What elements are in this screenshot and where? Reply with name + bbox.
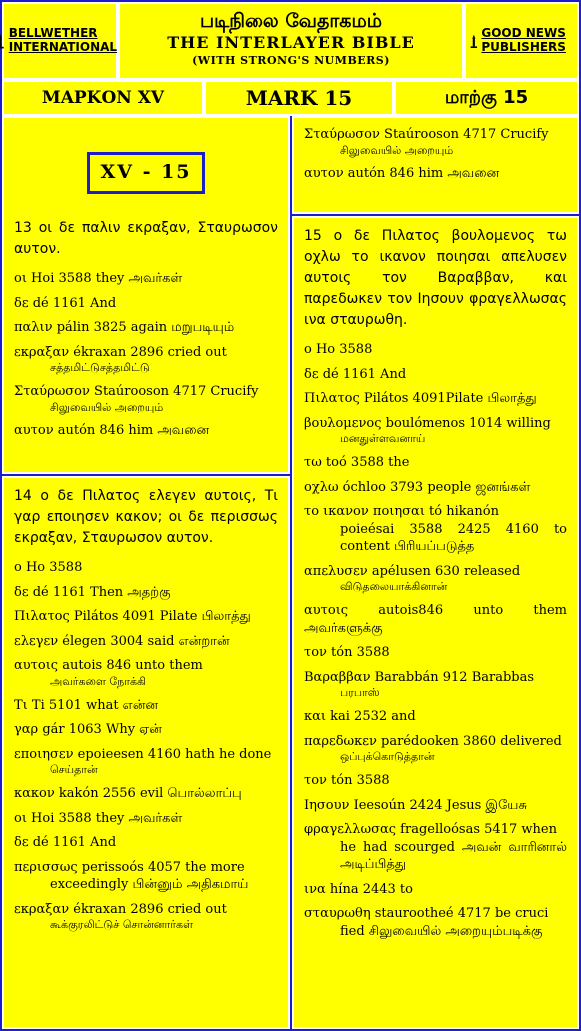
word-entry: αυτον autón 846 him அவனை [14,423,210,439]
title-main: THE INTERLAYER BIBLE [167,32,415,52]
word-entry: Πιλατος Pilátos 4091Pilate பிலாத்து [304,391,537,407]
word-entry: Τι Ti 5101 what என்ன [14,697,159,713]
word-entry: ο Ho 3588 [14,560,83,575]
word-entry: ελεγεν élegen 3004 said என்றான் [14,633,230,649]
word-entry: Σταύρωσον Staúrooson 4717 Crucify சிலுவையில் அறையும் [304,127,549,157]
word-entry: απελυσεν apélusen 630 released விடுதலையாக்கினான் [304,563,521,594]
word-entry: αυτον autón 846 him அவனை [304,166,500,182]
book-english: MARK 15 [204,80,394,116]
word-entry: Ιησουν Ieesoún 2424 Jesus இயேசு [304,797,527,813]
torch-icon [0,27,6,55]
word-entry: δε dé 1161 And [14,835,117,851]
chapter-verse-badge: XV - 15 [87,152,205,194]
word-entry: δε dé 1161 Then அதற்கு [14,584,171,600]
word-entry: Σταύρωσον Staúrooson 4717 Crucify சிலுவையில் அறையும் [14,384,259,414]
word-entry: αυτοις autois 846 unto them அவர்களை நோக்கி [14,658,203,688]
word-entry: τω toó 3588 the [304,455,410,471]
word-entry: γαρ gár 1063 Why ஏன் [14,722,162,738]
word-entry: οι Hoi 3588 they அவர்கள் [14,810,183,826]
word-entry: παρεδωκεν parédooken 3860 delivered ஒப்புக்கொடுத்தான் [304,733,562,764]
title-box [118,2,464,80]
word-entry: Πιλατος Pilátos 4091 Pilate பிலாத்து [14,609,251,625]
right-column-top [292,116,579,214]
logo-left-box [2,2,118,80]
word-entry: και kai 2532 and [304,709,416,725]
word-entry: το ικανον ποιησαι tó hikanón poieésai 3588 2425 4160 to content பிரியப்படுத்த [304,504,567,555]
word-entry: οι Hoi 3588 they அவர்கள் [14,271,183,286]
title-tamil: படிநிலை வேதாகமம் [199,10,383,32]
left-column-top [2,116,290,474]
word-entry: σταυρωθη staurootheé 4717 be cruci fied சிலுவையில் அறையும்படிக்கு [304,906,549,939]
word-entry: κακον kakón 2556 evil பொல்லாப்பு [14,786,242,802]
word-entry: εκραξαν ékraxan 2896 cried out சத்தமிட்டுசத்தமிட்டு [14,344,227,375]
word-entry: δε dé 1161 And [14,295,117,311]
verse-13: 13 οι δε παλιν εκραξαν, Σταυρωσον αυτον. [14,220,278,257]
verse-14: 14 ο δε Πιλατος ελεγεν αυτοις, Τι γαρ εποιησεν κακον; οι δε περισσως εκραξαν, Σταυρωσον αυτον. [14,488,278,546]
title-sub: (WITH STRONG'S NUMBERS) [192,53,390,67]
word-entry: Βαραββαν Barabbán 912 Barabbas பரபாஸ் [304,669,535,700]
verse-15: 15 ο δε Πιλατος βουλομενος τω οχλω το ικανον ποιησαι απελυσεν αυτοις τον Βαραββαν, και παρεδωκεν τον Ιησουν φραγελλωσας ινα σταυρωθη. [304,228,567,328]
logo-right-box [464,2,579,80]
book-tamil: மாற்கு 15 [394,80,579,116]
word-entry: φραγελλωσας fragelloósas 5417 when he had scourged அவன் வாரினால் அடிப்பித்து [304,822,567,873]
word-entry: παλιν pálin 3825 again மறுபடியும் [14,320,235,336]
word-entry: τον tón 3588 [304,645,390,661]
entries-13 [14,270,278,440]
left-column-bottom [2,476,290,1029]
publisher-logo-right: GOOD NEWS PUBLISHERS [481,26,566,54]
word-entry: βουλομενος boulómenos 1014 willing மனதுள்ளவனாய் [304,415,551,446]
book-greek: ΜΑΡΚΟΝ XV [2,80,204,116]
word-entry: αυτοις autois846 unto them அவர்களுக்கு [304,603,567,636]
word-entry: οχλω óchloo 3793 people ஜனங்கள் [304,479,531,495]
word-entry: ο Ho 3588 [304,342,373,357]
word-entry: εκραξαν ékraxan 2896 cried out கூக்குரலிட்டுச் சொன்னார்கள் [14,901,227,932]
word-entry: τον tón 3588 [304,773,390,789]
right-column-bottom [292,216,579,1029]
word-entry: περισσως perissoós 4057 the more exceedingly பின்னும் அதிகமாய் [14,859,249,893]
word-entry: εποιησεν epoieesen 4160 hath he done செய்தான் [14,746,272,777]
torch-icon [469,27,479,55]
publisher-logo-left: BELLWETHER INTERNATIONAL [8,26,118,54]
word-entry: δε dé 1161 And [304,366,407,382]
word-entry: ινα hína 2443 to [304,881,413,897]
